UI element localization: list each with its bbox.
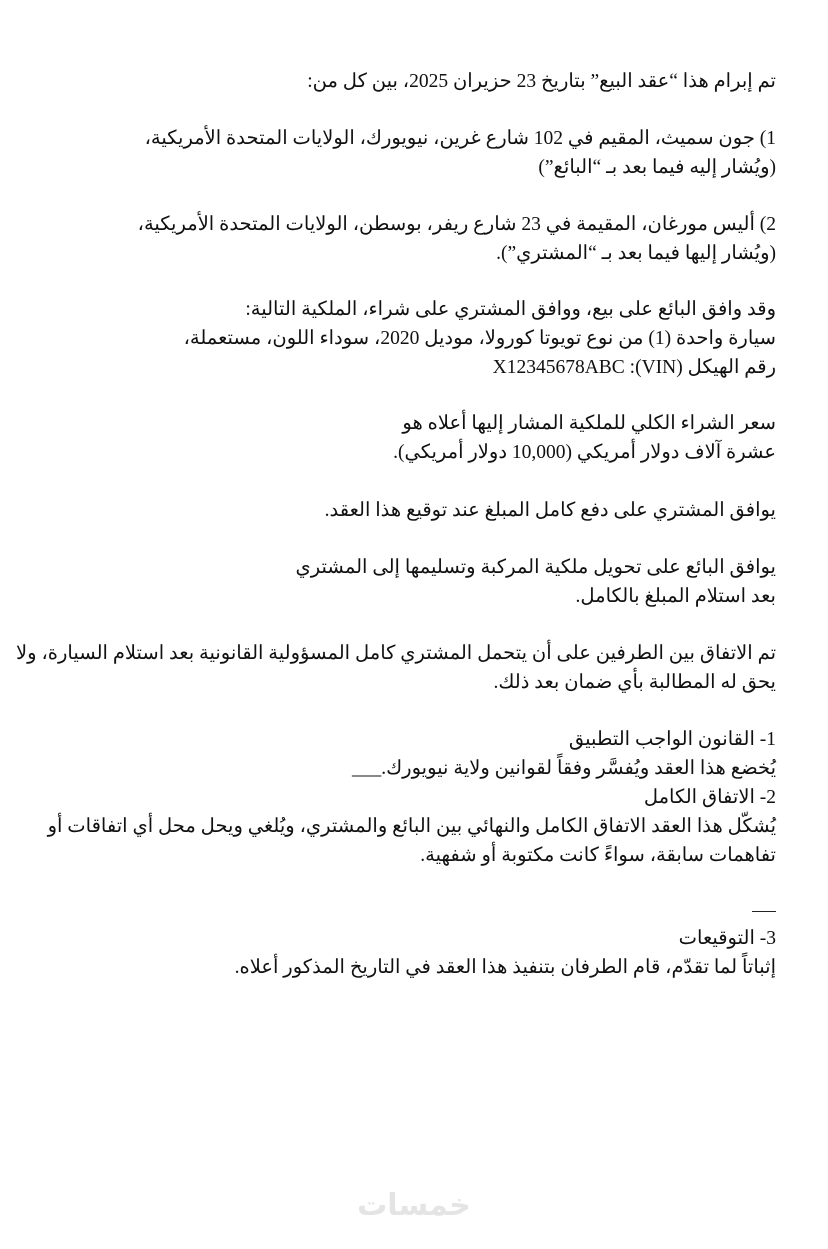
clause-entire-text-2: تفاهمات سابقة، سواءً كانت مكتوبة أو شفهية.	[420, 845, 776, 866]
clause-signatures-text: إثباتاً لما تقدّم، قام الطرفان بتنفيذ هذا العقد في التاريخ المذكور أعلاه.	[234, 957, 776, 978]
buyer-line-2: (ويُشار إليها فيما بعد بـ “المشتري”).	[496, 243, 776, 264]
property-description: سيارة واحدة (1) من نوع تويوتا كورولا، موديل 2020، سوداء اللون، مستعملة،	[183, 328, 776, 349]
buyer-line-1: 2) أليس مورغان، المقيمة في 23 شارع ريفر، بوسطن، الولايات المتحدة الأمريكية،	[137, 214, 776, 235]
payment-terms: يوافق المشتري على دفع كامل المبلغ عند توقيع هذا العقد.	[324, 500, 776, 521]
clause-law-heading: 1- القانون الواجب التطبيق	[568, 729, 776, 750]
clause-law-text: يُخضع هذا العقد ويُفسَّر وفقاً لقوانين ولاية نيويورك.___	[351, 758, 776, 779]
seller-line-1: 1) جون سميث، المقيم في 102 شارع غرين، نيويورك، الولايات المتحدة الأمريكية،	[144, 128, 776, 149]
vin-value: X12345678ABC	[492, 357, 625, 378]
price-line-2: عشرة آلاف دولار أمريكي (10,000 دولار أمريكي).	[393, 442, 776, 463]
contract-intro: تم إبرام هذا “عقد البيع” بتاريخ 23 حزيران 2025، بين كل من:	[307, 71, 776, 92]
clause-entire-heading: 2- الاتفاق الكامل	[643, 787, 776, 808]
property-vin-line	[40, 355, 776, 381]
seller-line-2: (ويُشار إليه فيما بعد بـ “البائع”)	[538, 157, 776, 178]
vin-label: رقم الهيكل (VIN):	[629, 357, 776, 378]
khamsat-watermark: خمسات	[357, 1188, 471, 1223]
price-line-1: سعر الشراء الكلي للملكية المشار إليها أعلاه هو	[402, 413, 776, 434]
liability-line-2: يحق له المطالبة بأي ضمان بعد ذلك.	[493, 672, 776, 693]
clause-signatures-heading: 3- التوقيعات	[678, 928, 776, 949]
separator-dash	[752, 911, 776, 912]
liability-line-1: تم الاتفاق بين الطرفين على أن يتحمل المشتري كامل المسؤولية القانونية بعد استلام السيارة، ولا	[16, 643, 776, 664]
transfer-line-1: يوافق البائع على تحويل ملكية المركبة وتسليمها إلى المشتري	[295, 557, 776, 578]
property-intro: وقد وافق البائع على بيع، ووافق المشتري على شراء، الملكية التالية:	[245, 299, 776, 320]
clause-entire-text-1: يُشكّل هذا العقد الاتفاق الكامل والنهائي بين البائع والمشتري، ويُلغي ويحل محل أي اتفاقات أو	[47, 816, 776, 837]
transfer-line-2: بعد استلام المبلغ بالكامل.	[575, 586, 776, 607]
